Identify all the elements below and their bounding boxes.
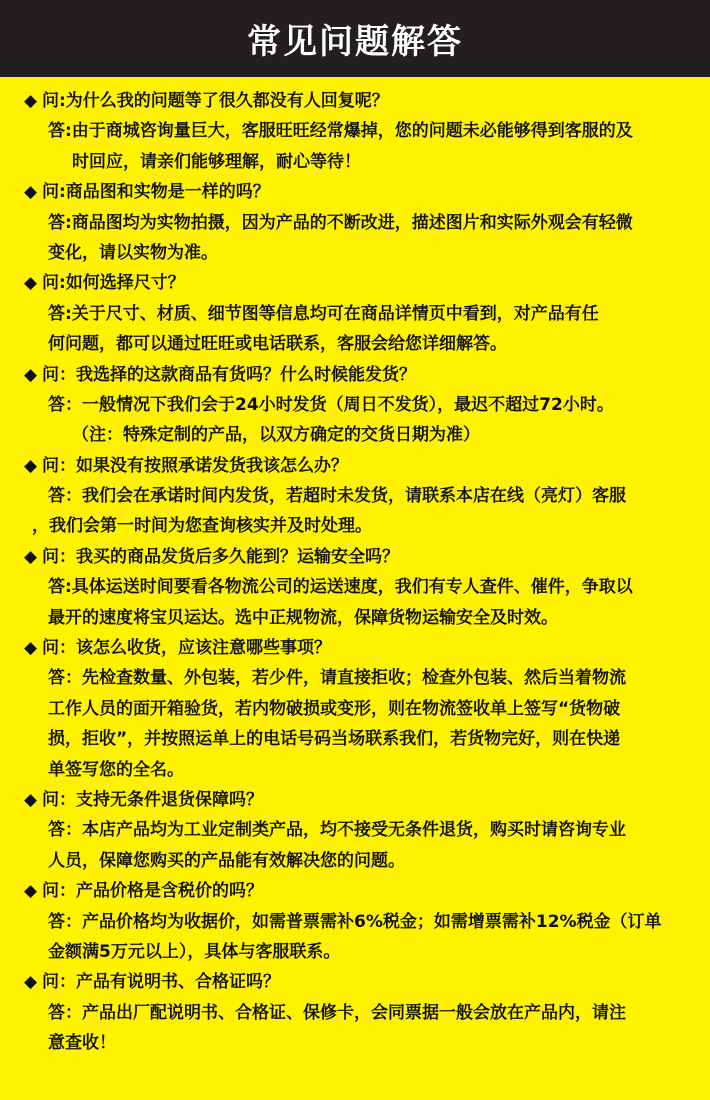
diamond-bullet-icon: ◆ [24, 182, 38, 203]
diamond-bullet-icon: ◆ [24, 273, 38, 294]
diamond-bullet-icon: ◆ [24, 455, 38, 476]
faq-answer: 答：产品价格均为收据价，如需普票需补6%税金；如需增票需补12%税金（订单 [48, 911, 662, 932]
diamond-bullet-icon: ◆ [24, 972, 38, 993]
faq-answer: 变化，请以实物为准。 [48, 242, 218, 263]
faq-answer: 最开的速度将宝贝运达。选中正规物流，保障货物运输安全及时效。 [48, 607, 558, 628]
diamond-bullet-icon: ◆ [24, 364, 38, 385]
faq-question: ◆ 问：我买的商品发货后多久能到？运输安全吗？ [24, 542, 686, 572]
faq-answer: 答:具体运送时间要看各物流公司的运送速度，我们有专人查件、催件，争取以 [48, 577, 633, 598]
faq-answer: 何问题，都可以通过旺旺或电话联系，客服会给您详细解答。 [48, 334, 507, 355]
page-title: 常见问题解答 [247, 22, 463, 62]
diamond-bullet-icon: ◆ [24, 881, 38, 902]
faq-answer: 答：先检查数量、外包装，若少件，请直接拒收；检查外包装、然后当着物流 [48, 668, 626, 689]
diamond-bullet-icon: ◆ [24, 789, 38, 810]
faq-answer: 时回应，请亲们能够理解，耐心等待！ [72, 151, 361, 172]
faq-answer: （注：特殊定制的产品，以双方确定的交货日期为准） [72, 425, 480, 446]
diamond-bullet-icon: ◆ [24, 638, 38, 659]
faq-answer: 损，拒收”，并按照运单上的电话号码当场联系我们，若货物完好，则在快递 [48, 729, 621, 750]
faq-answer: 人员，保障您购买的产品能有效解决您的问题。 [48, 850, 405, 871]
faq-answer: 工作人员的面开箱验货，若内物破损或变形，则在物流签收单上签写“货物破 [48, 698, 621, 719]
faq-list [0, 77, 710, 1059]
faq-question: ◆ 问:如何选择尺寸？ [24, 268, 686, 298]
faq-answer: 答：产品出厂配说明书、合格证、保修卡，会同票据一般会放在产品内，请注 [48, 1002, 626, 1023]
faq-question: ◆ 问：支持无条件退货保障吗？ [24, 785, 686, 815]
diamond-bullet-icon: ◆ [24, 546, 38, 567]
faq-answer: 金额满5万元以上），具体与客服联系。 [48, 941, 341, 962]
faq-answer: 意查收！ [48, 1033, 116, 1054]
faq-answer: 单签写您的全名。 [48, 759, 184, 780]
faq-question: ◆ 问：我选择的这款商品有货吗？什么时候能发货？ [24, 360, 686, 390]
faq-question: ◆ 问:为什么我的问题等了很久都没有人回复呢？ [24, 86, 686, 116]
faq-question: ◆ 问：产品有说明书、合格证吗？ [24, 967, 686, 997]
faq-question: ◆ 问：产品价格是含税价的吗？ [24, 876, 686, 906]
faq-answer: ，我们会第一时间为您查询核实并及时处理。 [32, 516, 372, 537]
faq-answer: 答：我们会在承诺时间内发货，若超时未发货，请联系本店在线（亮灯）客服 [48, 486, 626, 507]
faq-question: ◆ 问:商品图和实物是一样的吗？ [24, 177, 686, 207]
faq-answer: 答:由于商城咨询量巨大，客服旺旺经常爆掉，您的问题未必能够得到客服的及 [48, 121, 633, 142]
diamond-bullet-icon: ◆ [24, 91, 38, 111]
header-bar [0, 0, 710, 77]
faq-answer: 答：一般情况下我们会于24小时发货（周日不发货），最迟不超过72小时。 [48, 394, 614, 415]
faq-question: ◆ 问：如果没有按照承诺发货我该怎么办？ [24, 451, 686, 481]
faq-answer: 答：本店产品均为工业定制类产品，均不接受无条件退货，购买时请咨询专业 [48, 820, 626, 841]
faq-question: ◆ 问：该怎么收货，应该注意哪些事项？ [24, 633, 686, 663]
faq-answer: 答:关于尺寸、材质、细节图等信息均可在商品详情页中看到，对产品有任 [48, 303, 599, 324]
faq-answer: 答:商品图均为实物拍摄，因为产品的不断改进，描述图片和实际外观会有轻微 [48, 212, 633, 233]
